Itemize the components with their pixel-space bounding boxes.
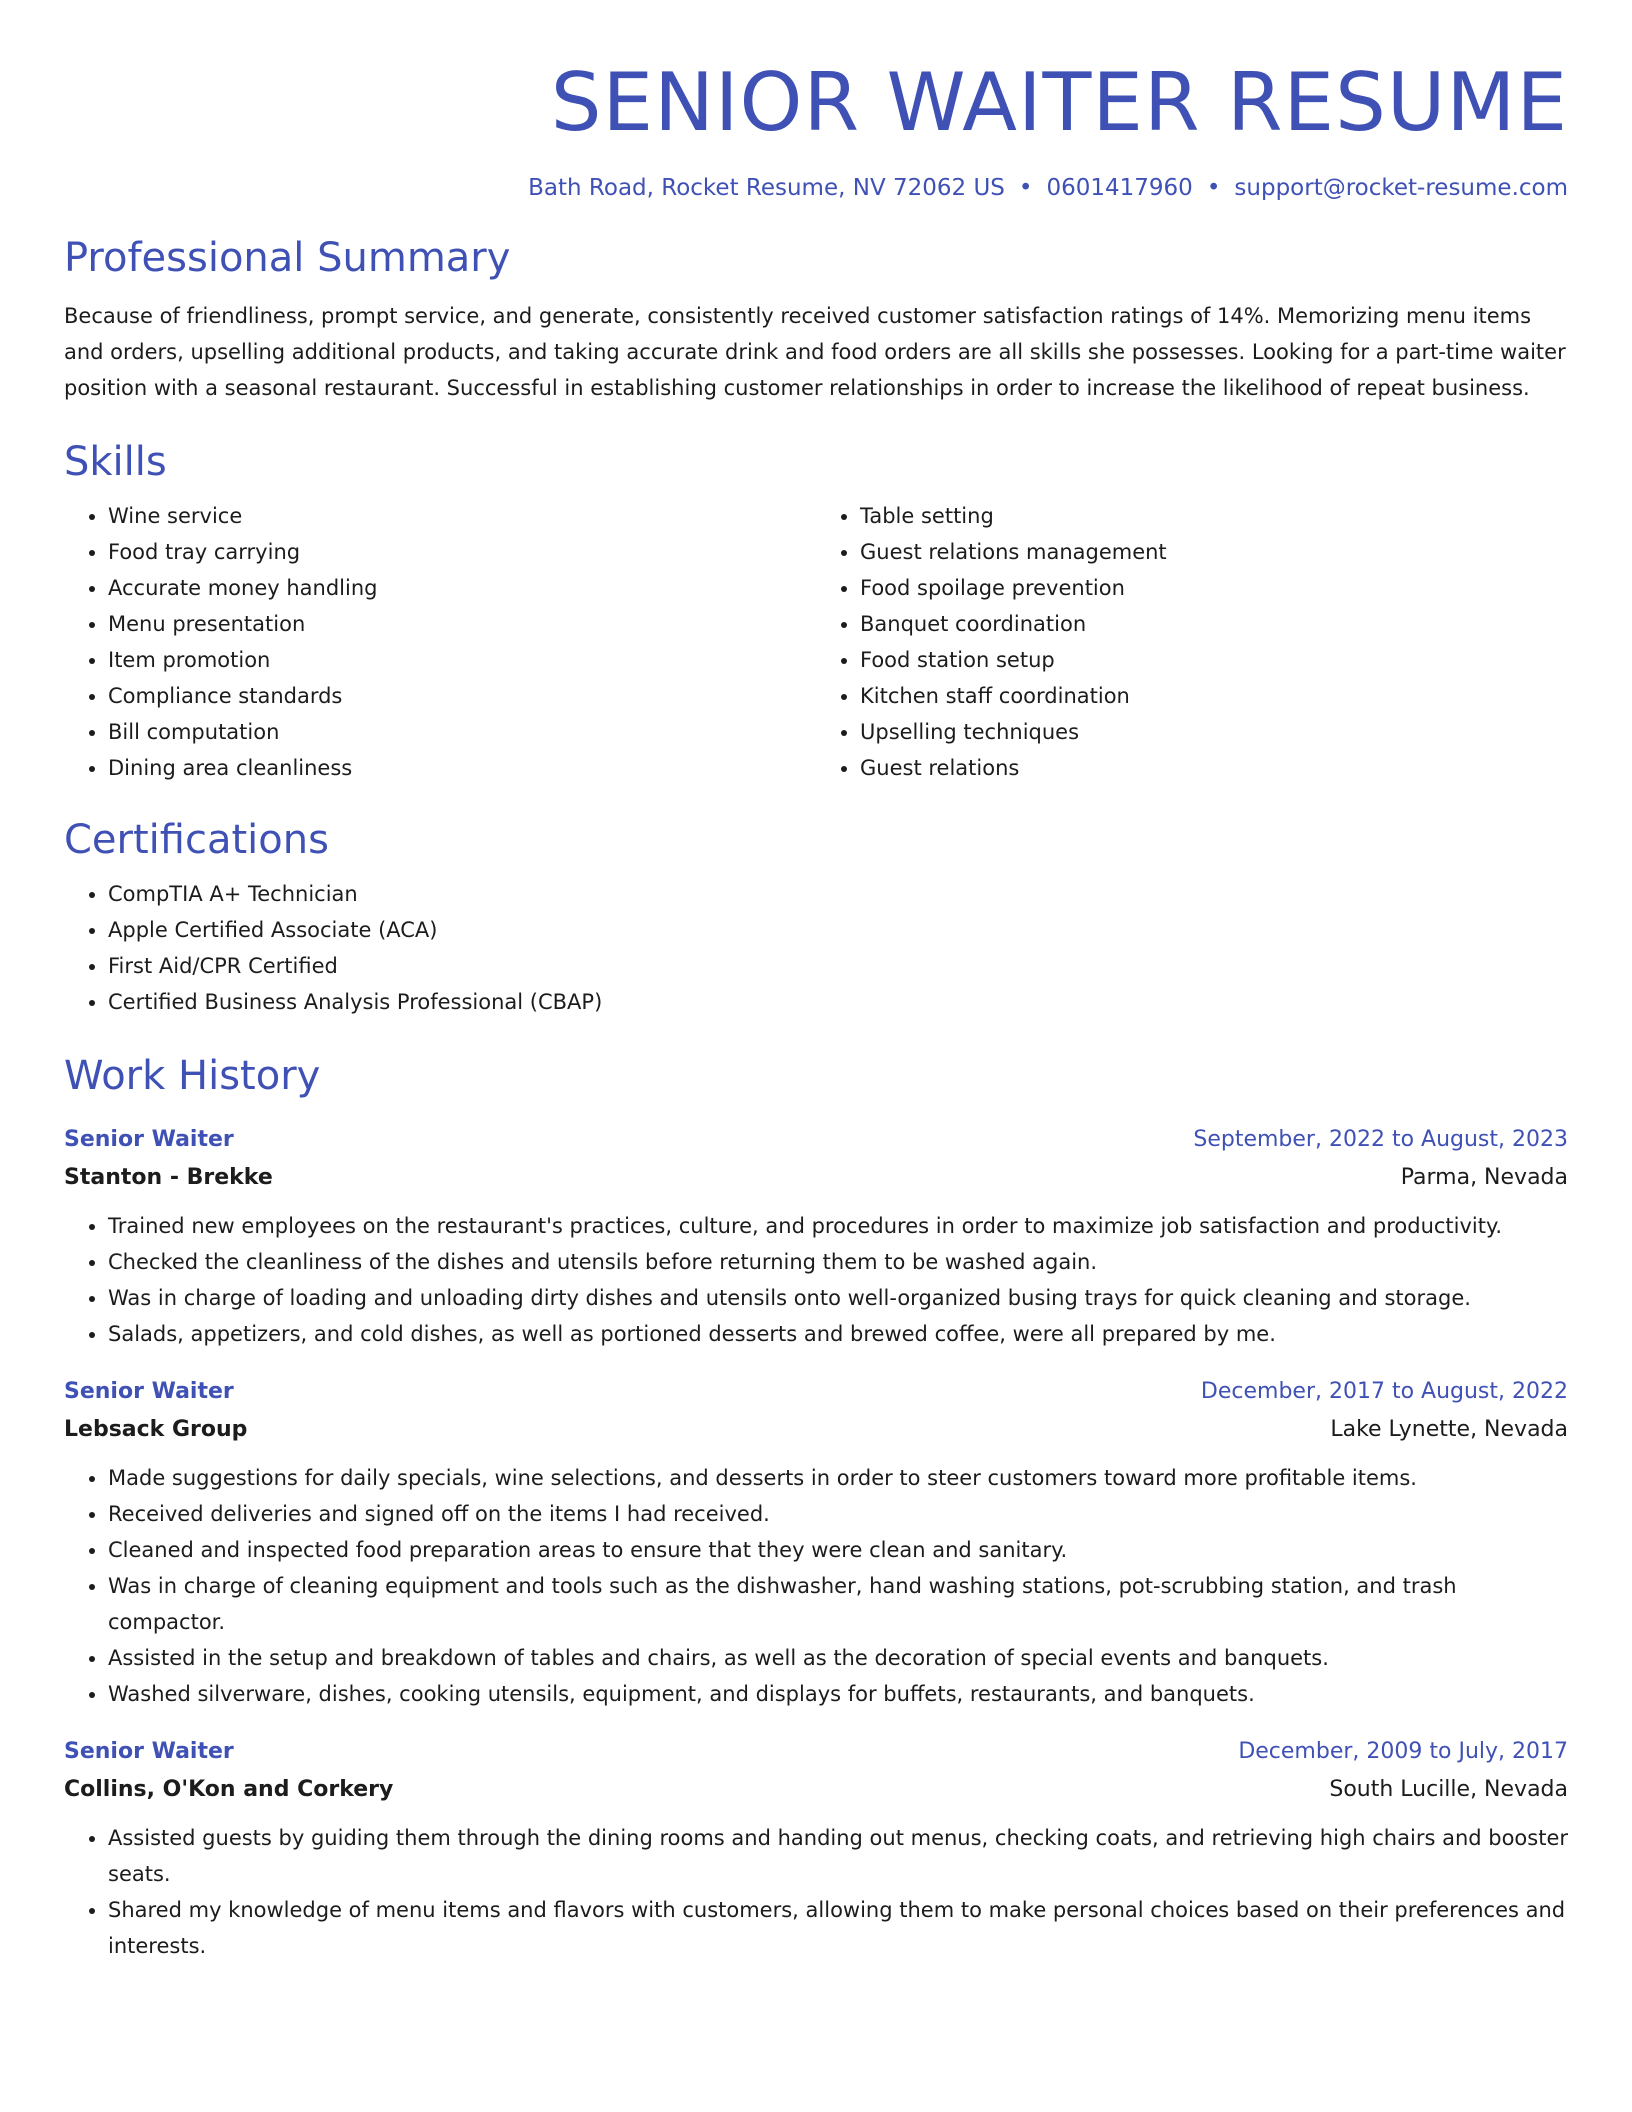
skill-item: • Accurate money handling bbox=[108, 570, 816, 606]
skill-item: • Food tray carrying bbox=[108, 534, 816, 570]
job-company: Lebsack Group bbox=[64, 1417, 248, 1442]
job-dates: December, 2017 to August, 2022 bbox=[1200, 1379, 1568, 1404]
skill-item: • Compliance standards bbox=[108, 678, 816, 714]
job-duty: • Assisted guests by guiding them through the dining rooms and handing out menus, checking coats, and retrieving high chairs and booster seats. bbox=[108, 1820, 1568, 1892]
skill-item: • Upselling techniques bbox=[860, 714, 1568, 750]
job-duties-list bbox=[64, 1460, 1568, 1712]
skill-item: • Table setting bbox=[860, 498, 1568, 534]
job-location: Parma, Nevada bbox=[1400, 1165, 1568, 1190]
job-duty: • Made suggestions for daily specials, wine selections, and desserts in order to steer customers toward more profitable items. bbox=[108, 1460, 1568, 1496]
certifications-list bbox=[64, 876, 1568, 1020]
contact-phone: 0601417960 bbox=[1046, 175, 1193, 201]
job-duty: • Cleaned and inspected food preparation areas to ensure that they were clean and sanitary. bbox=[108, 1532, 1568, 1568]
certifications-heading: Certifications bbox=[64, 817, 329, 863]
job-duty: • Shared my knowledge of menu items and flavors with customers, allowing them to make personal choices based on their preferences and interests. bbox=[108, 1892, 1568, 1964]
job-title-row bbox=[64, 1122, 1568, 1158]
summary-text: Because of friendliness, prompt service, and generate, consistently received customer satisfaction ratings of 14%. Memorizing menu items and orders, upselling additional products, and taking accurate drink and food orders are all skills she possesses. Looking for a part-time waiter position with a seasonal restaurant. Successful in establishing customer relationships in order to increase the likelihood of repeat business. bbox=[64, 304, 1566, 400]
skill-item: • Item promotion bbox=[108, 642, 816, 678]
certification-item: • First Aid/CPR Certified bbox=[108, 948, 1568, 984]
contact-address: Bath Road, Rocket Resume, NV 72062 US bbox=[528, 175, 1005, 201]
skill-item: • Food spoilage prevention bbox=[860, 570, 1568, 606]
job-duty: • Trained new employees on the restaurant's practices, culture, and procedures in order to maximize job satisfaction and productivity. bbox=[108, 1208, 1568, 1244]
contact-line bbox=[64, 168, 1568, 208]
resume-title: SENIOR WAITER RESUME bbox=[550, 56, 1568, 149]
job-location: Lake Lynette, Nevada bbox=[1330, 1417, 1568, 1442]
job-dates: December, 2009 to July, 2017 bbox=[1238, 1739, 1568, 1764]
contact-email: support@rocket-resume.com bbox=[1234, 175, 1568, 201]
skill-item: • Guest relations bbox=[860, 750, 1568, 786]
job-title: Senior Waiter bbox=[64, 1127, 234, 1152]
job-duty: • Received deliveries and signed off on the items I had received. bbox=[108, 1496, 1568, 1532]
contact-separator: • bbox=[1018, 175, 1033, 201]
job-title: Senior Waiter bbox=[64, 1379, 234, 1404]
skills-right-list bbox=[816, 498, 1568, 786]
contact-separator: • bbox=[1206, 175, 1221, 201]
job-company: Collins, O'Kon and Corkery bbox=[64, 1777, 394, 1802]
job-duty: • Washed silverware, dishes, cooking utensils, equipment, and displays for buffets, restaurants, and banquets. bbox=[108, 1676, 1568, 1712]
job-company-row bbox=[64, 1770, 1568, 1810]
job-duties-list bbox=[64, 1208, 1568, 1352]
job-duty: • Was in charge of loading and unloading dirty dishes and utensils onto well-organized busing trays for quick cleaning and storage. bbox=[108, 1280, 1568, 1316]
skill-item: • Bill computation bbox=[108, 714, 816, 750]
skill-item: • Kitchen staff coordination bbox=[860, 678, 1568, 714]
job-duty: • Checked the cleanliness of the dishes and utensils before returning them to be washed again. bbox=[108, 1244, 1568, 1280]
job-title-row bbox=[64, 1374, 1568, 1410]
job-duties-list bbox=[64, 1820, 1568, 1964]
job-entry bbox=[64, 1122, 1568, 1352]
skills-left-list bbox=[64, 498, 816, 786]
skill-item: • Dining area cleanliness bbox=[108, 750, 816, 786]
job-company-row bbox=[64, 1410, 1568, 1450]
certification-item: • Apple Certified Associate (ACA) bbox=[108, 912, 1568, 948]
summary-heading: Professional Summary bbox=[64, 235, 511, 281]
certification-item: • CompTIA A+ Technician bbox=[108, 876, 1568, 912]
job-duty: • Assisted in the setup and breakdown of tables and chairs, as well as the decoration of special events and banquets. bbox=[108, 1640, 1568, 1676]
certification-item: • Certified Business Analysis Professional (CBAP) bbox=[108, 984, 1568, 1020]
job-company-row bbox=[64, 1158, 1568, 1198]
skill-item: • Menu presentation bbox=[108, 606, 816, 642]
job-dates: September, 2022 to August, 2023 bbox=[1193, 1127, 1568, 1152]
work-history-heading: Work History bbox=[64, 1053, 321, 1099]
skill-item: • Guest relations management bbox=[860, 534, 1568, 570]
skill-item: • Banquet coordination bbox=[860, 606, 1568, 642]
job-duty: • Was in charge of cleaning equipment and tools such as the dishwasher, hand washing stations, pot-scrubbing station, and trash compactor. bbox=[108, 1568, 1568, 1640]
job-title: Senior Waiter bbox=[64, 1739, 234, 1764]
work-history-list bbox=[64, 1122, 1568, 1964]
skills-columns bbox=[64, 498, 1568, 786]
job-entry bbox=[64, 1374, 1568, 1712]
job-location: South Lucille, Nevada bbox=[1329, 1777, 1568, 1802]
job-entry bbox=[64, 1734, 1568, 1964]
job-duty: • Salads, appetizers, and cold dishes, as well as portioned desserts and brewed coffee, were all prepared by me. bbox=[108, 1316, 1568, 1352]
skill-item: • Food station setup bbox=[860, 642, 1568, 678]
skill-item: • Wine service bbox=[108, 498, 816, 534]
job-title-row bbox=[64, 1734, 1568, 1770]
job-company: Stanton - Brekke bbox=[64, 1165, 273, 1190]
skills-heading: Skills bbox=[64, 439, 167, 485]
